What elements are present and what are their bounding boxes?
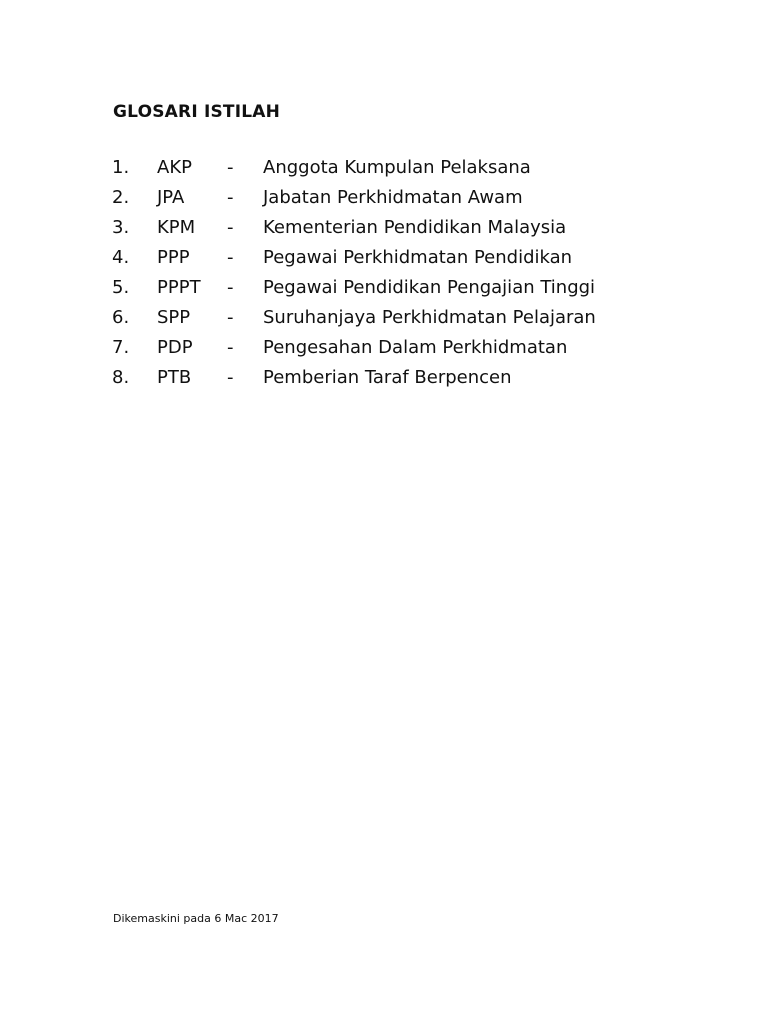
entry-number: 5. xyxy=(112,277,130,298)
entry-abbreviation: AKP xyxy=(157,157,192,178)
entry-abbreviation: PDP xyxy=(157,337,193,358)
entry-number: 2. xyxy=(112,187,130,208)
entry-abbreviation: SPP xyxy=(157,307,191,328)
entry-number: 1. xyxy=(112,157,130,178)
entry-term: Pegawai Perkhidmatan Pendidikan xyxy=(263,247,573,268)
entry-separator: - xyxy=(227,367,234,388)
entry-term: Pemberian Taraf Berpencen xyxy=(263,367,512,388)
entry-separator: - xyxy=(227,247,234,268)
entry-abbreviation: PPP xyxy=(157,247,190,268)
entry-number: 8. xyxy=(112,367,130,388)
updated-date-note: Dikemaskini pada 6 Mac 2017 xyxy=(113,912,279,925)
entry-abbreviation: PPPT xyxy=(157,277,201,298)
entry-separator: - xyxy=(227,307,234,328)
entry-abbreviation: JPA xyxy=(157,187,185,208)
entry-number: 4. xyxy=(112,247,130,268)
entry-term: Anggota Kumpulan Pelaksana xyxy=(263,157,531,178)
entry-number: 7. xyxy=(112,337,130,358)
entry-term: Kementerian Pendidikan Malaysia xyxy=(263,217,567,238)
entry-term: Jabatan Perkhidmatan Awam xyxy=(263,187,523,208)
entry-separator: - xyxy=(227,157,234,178)
entry-separator: - xyxy=(227,337,234,358)
entry-separator: - xyxy=(227,277,234,298)
entry-term: Pegawai Pendidikan Pengajian Tinggi xyxy=(263,277,596,298)
entry-abbreviation: PTB xyxy=(157,367,192,388)
entry-number: 3. xyxy=(112,217,130,238)
entry-number: 6. xyxy=(112,307,130,328)
entry-separator: - xyxy=(227,187,234,208)
entry-separator: - xyxy=(227,217,234,238)
entry-term: Suruhanjaya Perkhidmatan Pelajaran xyxy=(263,307,596,328)
page-title: GLOSARI ISTILAH xyxy=(113,102,281,122)
entry-term: Pengesahan Dalam Perkhidmatan xyxy=(263,337,568,358)
entry-abbreviation: KPM xyxy=(157,217,196,238)
